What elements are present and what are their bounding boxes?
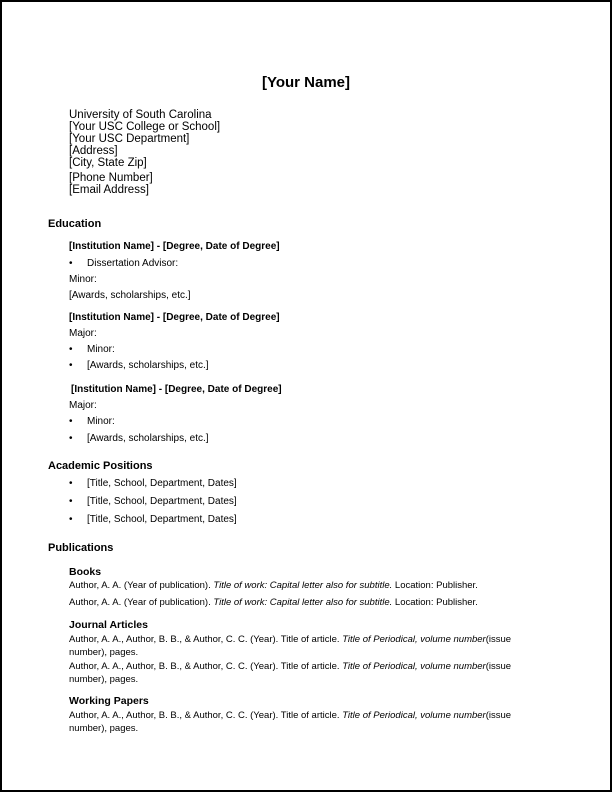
contact-org: University of South Carolina [69,109,212,121]
contact-city-state-zip: [City, State Zip] [69,156,147,169]
bullet-icon [69,344,87,356]
pub-entry-pre: Author, A. A., Author, B. B., & Author, C. C. (Year). Title of article. [69,710,343,721]
pub-entry-post: Location: Publisher. [392,580,478,591]
pub-entry-italic: Title of work: Capital letter also for subtitle. [213,597,393,608]
pub-group-heading-journal-articles: Journal Articles [69,619,148,631]
publication-entry [69,579,529,592]
publication-entry [69,633,529,659]
education-row: Major: [69,400,97,411]
bullet-icon [69,478,87,490]
section-heading-publications: Publications [48,542,114,554]
pub-entry-italic: Title of work: Capital letter also for subtitle. [213,580,393,591]
pub-entry-pre: Author, A. A. (Year of publication). [69,597,214,608]
bullet-icon [69,416,87,428]
education-row: Major: [69,328,97,339]
education-row-text: Minor: [87,416,115,427]
contact-phone: [Phone Number] [69,172,153,184]
bullet-icon [69,433,87,445]
contact-department: [Your USC Department] [69,132,190,145]
education-row-text: [Awards, scholarships, etc.] [87,433,209,444]
contact-email: [Email Address] [69,183,149,196]
pub-entry-pre: Author, A. A. (Year of publication). [69,580,214,591]
contact-address: [Address] [69,144,118,157]
page-title: [Your Name] [261,74,351,91]
education-row-text: Dissertation Advisor: [87,258,179,269]
academic-position-text: [Title, School, Department, Dates] [87,496,237,507]
education-row [69,416,115,428]
pub-entry-post: (issue number), pages. [69,661,512,685]
publication-entry [69,660,529,686]
education-row [69,433,209,445]
bullet-icon [69,514,87,526]
education-row [69,344,115,356]
education-row: [Awards, scholarships, etc.] [69,290,191,301]
academic-position-item [69,514,237,526]
pub-entry-italic: Title of Periodical, volume number [342,634,486,645]
academic-position-text: [Title, School, Department, Dates] [87,478,237,489]
education-row [69,360,209,372]
pub-group-heading-books: Books [69,566,102,578]
bullet-icon [69,258,87,270]
bullet-icon [69,496,87,508]
pub-entry-pre: Author, A. A., Author, B. B., & Author, C. C. (Year). Title of article. [69,661,343,672]
institution-heading: [Institution Name] - [Degree, Date of Degree] [69,241,280,252]
education-row-text: [Awards, scholarships, etc.] [87,360,209,371]
education-row-text: Minor: [87,344,115,355]
publication-entry [69,596,529,609]
pub-entry-post: (issue number), pages. [69,634,512,658]
section-heading-academic-positions: Academic Positions [48,460,153,472]
contact-block [69,110,220,170]
academic-position-text: [Title, School, Department, Dates] [87,514,237,525]
pub-group-heading-working-papers: Working Papers [69,695,149,707]
contact-phone-email-block [69,173,153,197]
education-row: Minor: [69,274,97,285]
academic-position-item [69,478,237,490]
publication-entry [69,709,529,735]
section-heading-education: Education [48,218,102,230]
contact-college: [Your USC College or School] [69,120,221,133]
pub-entry-italic: Title of Periodical, volume number [342,661,486,672]
pub-entry-post: (issue number), pages. [69,710,512,734]
institution-heading: [Institution Name] - [Degree, Date of Degree] [69,312,280,323]
pub-entry-italic: Title of Periodical, volume number [342,710,486,721]
pub-entry-post: Location: Publisher. [392,597,478,608]
institution-heading: [Institution Name] - [Degree, Date of Degree] [71,384,282,395]
bullet-icon [69,360,87,372]
education-row [69,258,178,270]
academic-position-item [69,496,237,508]
pub-entry-pre: Author, A. A., Author, B. B., & Author, C. C. (Year). Title of article. [69,634,343,645]
